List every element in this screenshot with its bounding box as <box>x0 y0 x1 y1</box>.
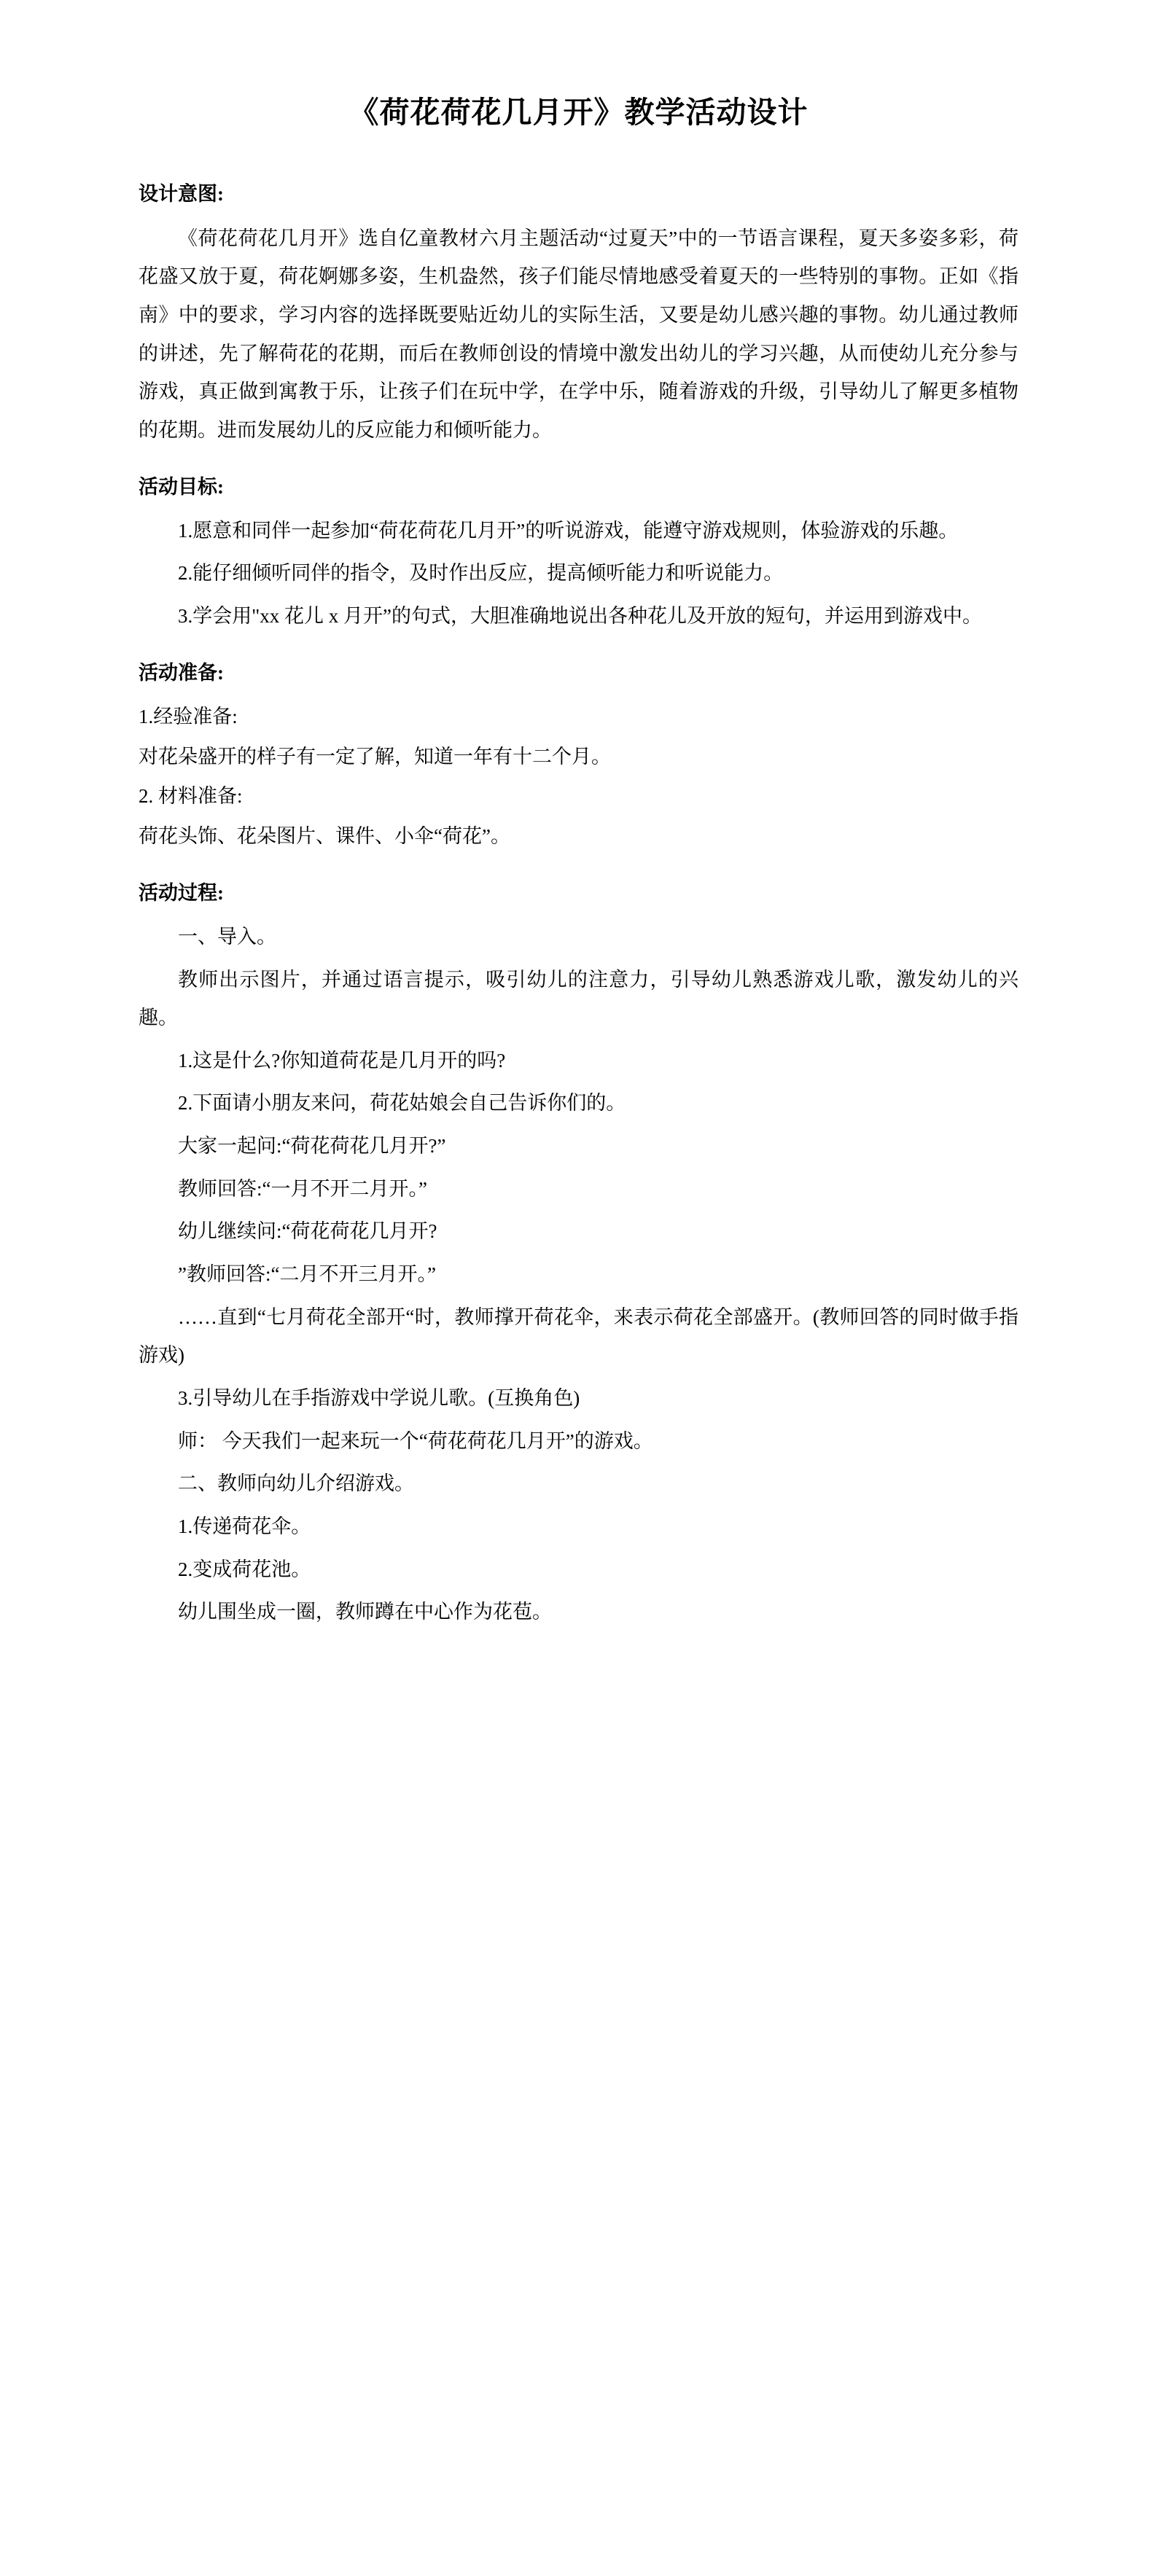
paragraph: 师： 今天我们一起来玩一个“荷花荷花几月开”的游戏。 <box>178 1429 653 1452</box>
paragraph: ……直到“七月荷花全部开“时，教师撑开荷花伞，来表示荷花全部盛开。(教师回答的同时做手指游戏) <box>139 1305 1018 1367</box>
section-design-intent <box>139 176 1018 449</box>
page-title: 《荷花荷花几月开》教学活动设计 <box>348 95 809 129</box>
paragraph: 二、教师向幼儿介绍游戏。 <box>178 1472 414 1495</box>
paragraph: 2.下面请小朋友来问，荷花姑娘会自己告诉你们的。 <box>178 1092 626 1115</box>
paragraph: ”教师回答:“二月不开三月开。” <box>178 1263 436 1286</box>
paragraph: 2.能仔细倾听同伴的指令，及时作出反应，提高倾听能力和听说能力。 <box>178 562 784 585</box>
paragraph: 1.愿意和同伴一起参加“荷花荷花几月开”的听说游戏，能遵守游戏规则，体验游戏的乐趣。 <box>178 519 959 542</box>
paragraph: 一、导入。 <box>178 925 276 948</box>
paragraph: 大家一起问:“荷花荷花几月开?” <box>178 1135 446 1158</box>
paragraph: 幼儿继续问:“荷花荷花几月开? <box>178 1220 437 1243</box>
section-heading-design-intent: 设计意图: <box>139 183 224 206</box>
section-activity-process <box>139 875 1018 1631</box>
paragraph: 3.学会用"xx 花儿 x 月开”的句式，大胆准确地说出各种花儿及开放的短句，并运用到游戏中。 <box>178 605 983 628</box>
paragraph: 《荷花荷花几月开》选自亿童教材六月主题活动“过夏天”中的一节语言课程，夏天多姿多彩，荷花盛又放于夏，荷花婀娜多姿，生机盎然，孩子们能尽情地感受着夏天的一些特别的事物。正如《指南》中的要求，学习内容的选择既要贴近幼儿的实际生活，又要是幼儿感兴趣的事物。幼儿通过教师的讲述，先了解荷花的花期，而后在教师创设的情境中激发出幼儿的学习兴趣，从而使幼儿充分参与游戏，真正做到寓教于乐，让孩子们在玩中学，在学中乐，随着游戏的升级，引导幼儿了解更多植物的花期。进而发展幼儿的反应能力和倾听能力。 <box>139 227 1018 441</box>
paragraph: 2. 材料准备: <box>139 785 243 808</box>
paragraph: 1.这是什么?你知道荷花是几月开的吗? <box>178 1049 506 1072</box>
section-heading-activity-preparation: 活动准备: <box>139 661 224 684</box>
paragraph: 教师出示图片，并通过语言提示，吸引幼儿的注意力，引导幼儿熟悉游戏儿歌，激发幼儿的兴趣。 <box>139 968 1018 1029</box>
paragraph: 2.变成荷花池。 <box>178 1558 311 1580</box>
section-activity-preparation <box>139 655 1018 856</box>
paragraph: 教师回答:“一月不开二月开。” <box>178 1177 427 1200</box>
paragraph: 幼儿围坐成一圈，教师蹲在中心作为花苞。 <box>178 1601 552 1623</box>
paragraph: 对花朵盛开的样子有一定了解，知道一年有十二个月。 <box>139 745 611 768</box>
section-activity-goals <box>139 469 1018 636</box>
paragraph: 3.引导幼儿在手指游戏中学说儿歌。(互换角色) <box>178 1386 580 1409</box>
section-heading-activity-goals: 活动目标: <box>139 475 224 498</box>
section-heading-activity-process: 活动过程: <box>139 881 224 904</box>
paragraph: 荷花头饰、花朵图片、课件、小伞“荷花”。 <box>139 824 510 847</box>
paragraph: 1.传递荷花伞。 <box>178 1515 311 1537</box>
paragraph: 1.经验准备: <box>139 706 238 728</box>
